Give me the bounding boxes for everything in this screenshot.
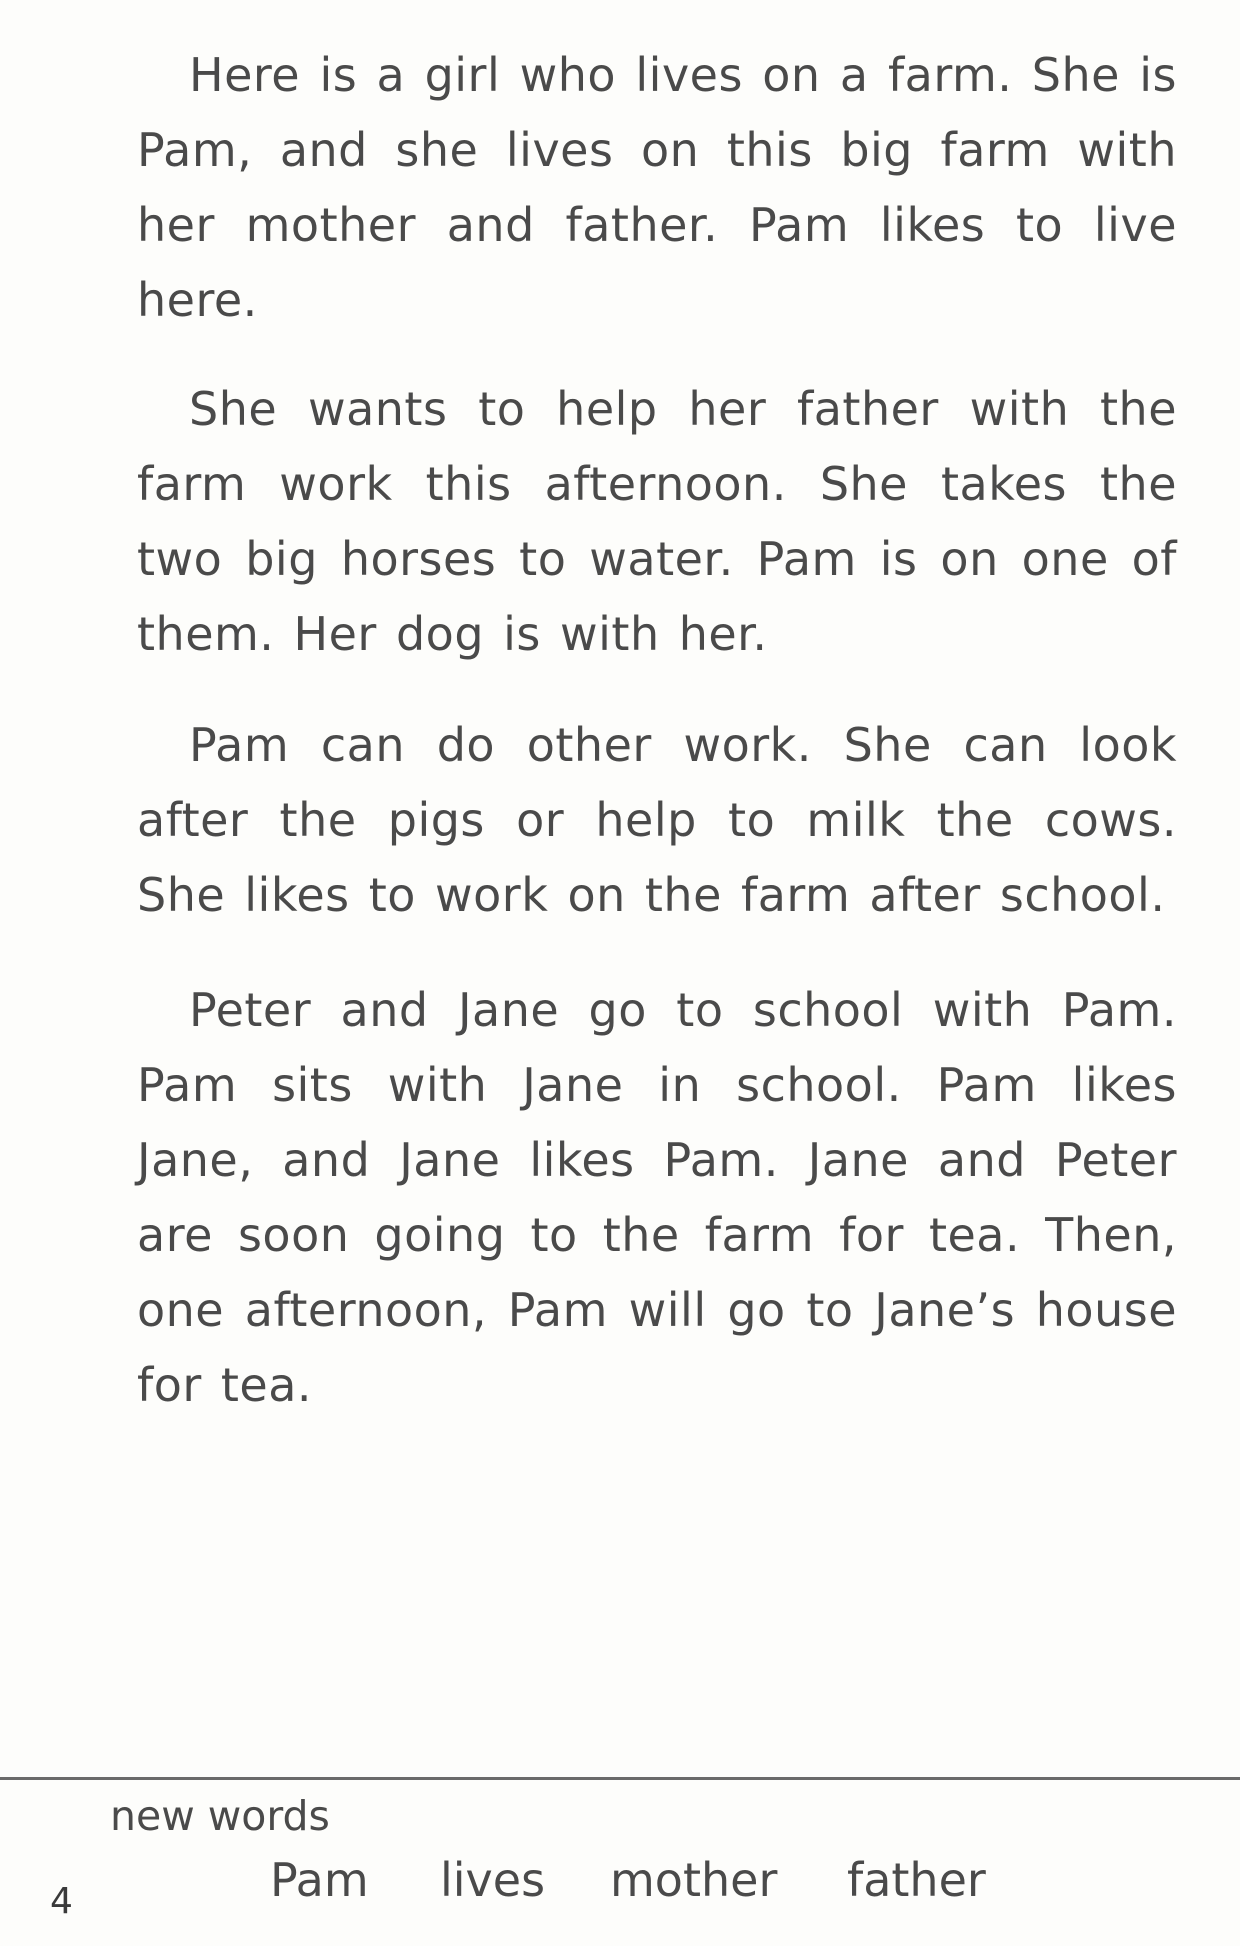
new-word: mother [610, 1853, 778, 1907]
new-words-label: new words [110, 1792, 330, 1840]
page-number: 4 [50, 1881, 73, 1922]
paragraph-2: She wants to help her father with the farm work this afternoon. She takes the two big horses to water. Pam is on one of them. Her dog is with her. [137, 382, 1177, 661]
new-word: lives [440, 1853, 546, 1907]
new-word: father [847, 1853, 986, 1907]
new-word: Pam [270, 1853, 369, 1907]
new-words-list [270, 1848, 986, 1912]
story-text [137, 38, 1177, 1457]
paragraph-1: Here is a girl who lives on a farm. She is Pam, and she lives on this big farm with her mother and father. Pam likes to live here. [137, 48, 1177, 327]
footer-divider [0, 1777, 1240, 1780]
paragraph-3: Pam can do other work. She can look after the pigs or help to milk the cows. She likes to work on the farm after school. [137, 718, 1177, 922]
paragraph-4: Peter and Jane go to school with Pam. Pam sits with Jane in school. Pam likes Jane, and Jane likes Pam. Jane and Peter are soon going to the farm for tea. Then, one afternoon, Pam will go to Jane’s house for tea. [137, 983, 1177, 1412]
